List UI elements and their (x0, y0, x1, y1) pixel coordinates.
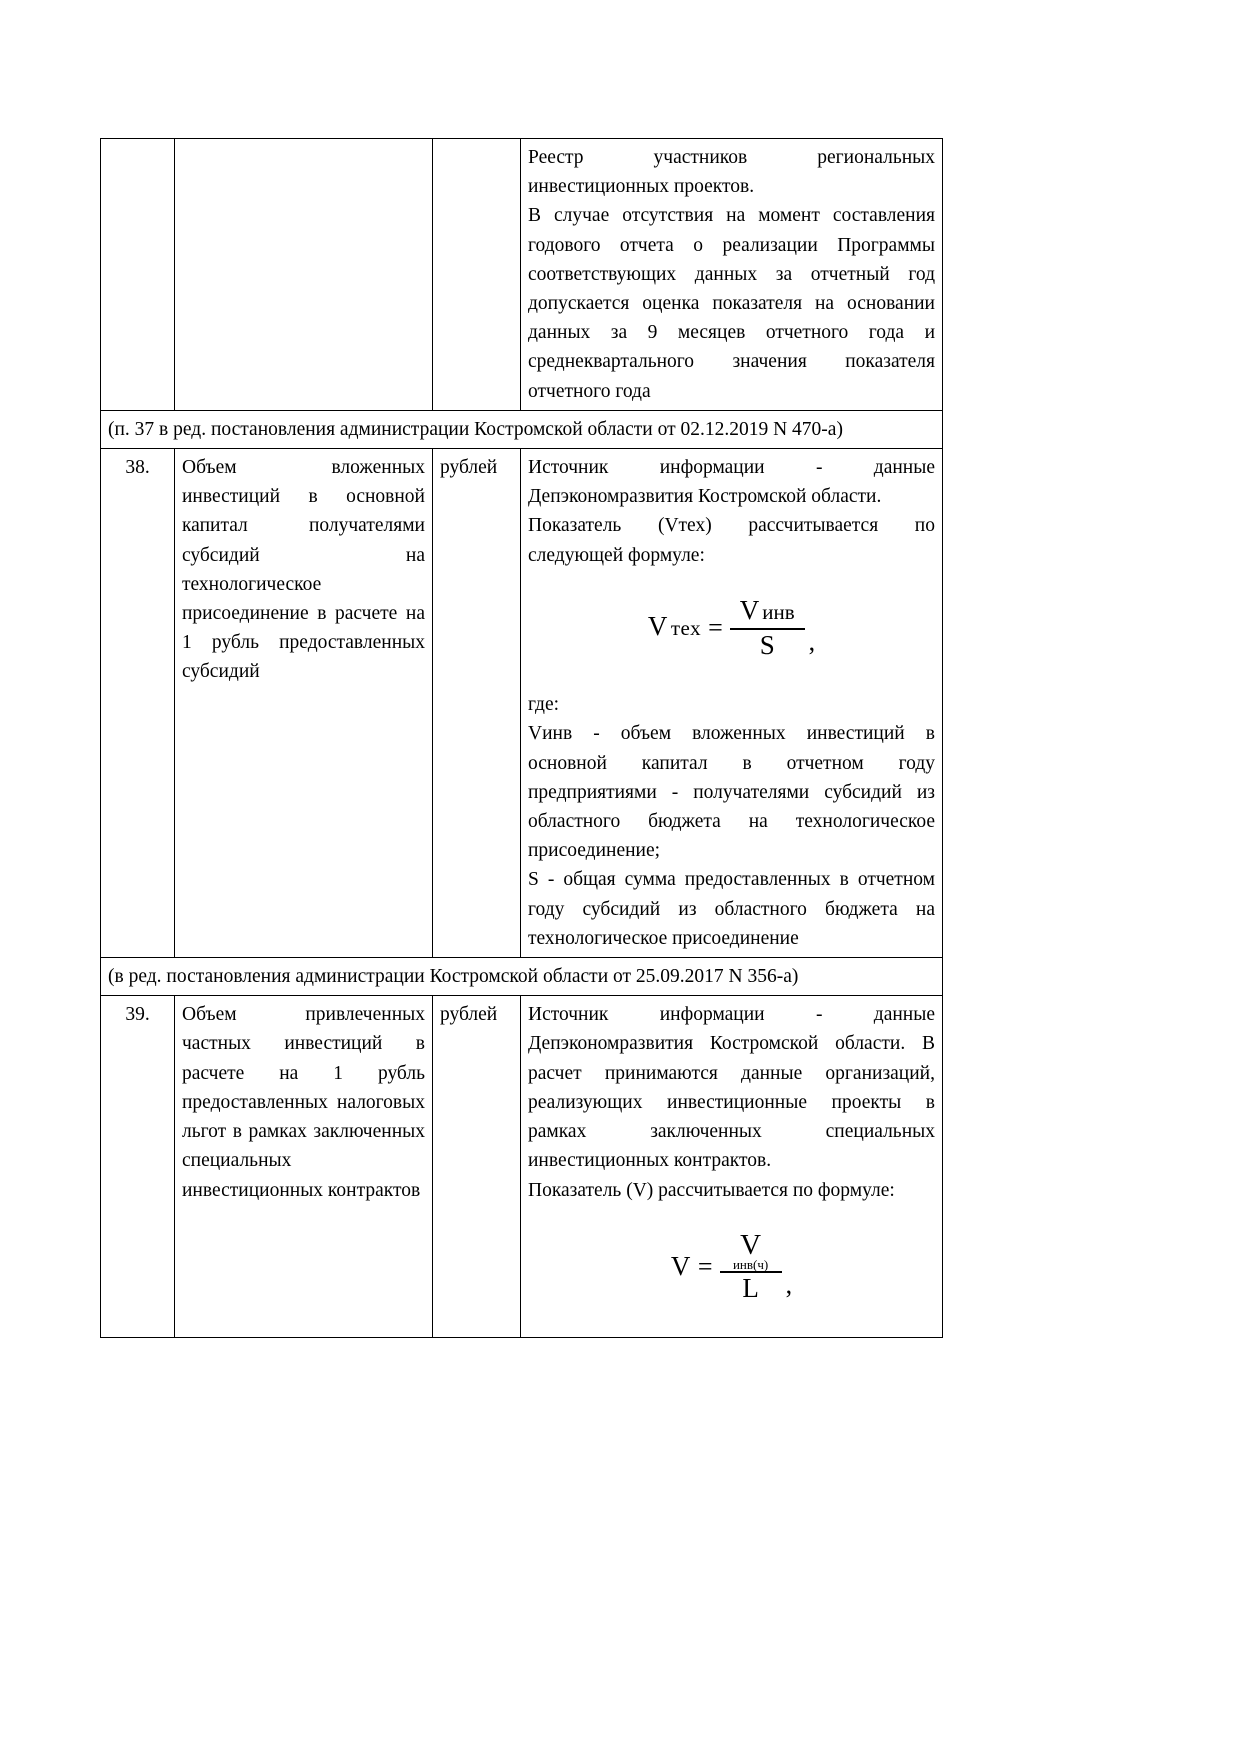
formula-trailing-comma: , (785, 1269, 793, 1299)
table-note-row (101, 410, 943, 448)
formula-numerator-subscript: инв(ч) (732, 1256, 769, 1272)
amendment-note: (п. 37 в ред. постановления администрации Костромской области от 02.12.2019 N 470-а) (101, 410, 943, 448)
table-note-row (101, 958, 943, 996)
description-paragraph: Реестр участников региональных инвестиционных проектов. (528, 147, 935, 198)
formula-denominator: L (742, 1272, 759, 1303)
formula-numerator-symbol: V (740, 1228, 762, 1261)
row-description-cell (521, 449, 943, 958)
formula-fraction (720, 1228, 782, 1303)
formula-expression (648, 596, 815, 660)
row-name-cell: Объем вложенных инвестиций в основной капитал получателями субсидий на технологическое присоединение в расчете на 1 рубль предоставленных субсидий (175, 449, 433, 958)
table-row (101, 996, 943, 1338)
formula-equals-sign: = (697, 1252, 713, 1282)
formula-trailing-comma: , (808, 627, 816, 657)
formula-vtex (528, 596, 935, 660)
description-paragraph: Показатель (V) рассчитывается по формуле: (528, 1179, 895, 1201)
row-unit-cell (433, 139, 521, 411)
description-paragraph: Источник информации - данные Депэкономразвития Костромской области. В расчет принимаются данные организаций, реализующих инвестиционные проекты в рамках заключенных специальных инвестиционных контрактов. (528, 1004, 935, 1172)
formula-expression (670, 1228, 793, 1303)
formula-numerator: V инв (739, 594, 795, 625)
row-number-cell: 38. (101, 449, 175, 958)
formula-denominator: S (759, 630, 775, 661)
row-name-cell: Объем привлеченных частных инвестиций в расчете на 1 рубль предоставленных налоговых льгот в рамках заключенных специальных инвестиционных контрактов (175, 996, 433, 1338)
description-paragraph: В случае отсутствия на момент составления годового отчета о реализации Программы соответствующих данных за отчетный год допускается оценка показателя на основании данных за 9 месяцев отчетного года и среднеквартального значения показателя отчетного года (528, 205, 935, 402)
table-row (101, 449, 943, 958)
formula-numerator (732, 1228, 769, 1272)
row-description-cell (521, 996, 943, 1338)
row-number-cell: 39. (101, 996, 175, 1338)
description-paragraph: S - общая сумма предоставленных в отчетном году субсидий из областного бюджета на технологическое присоединение (528, 869, 935, 949)
formula-v (528, 1228, 935, 1303)
row-unit-cell: рублей (433, 996, 521, 1338)
formula-left-side: V (670, 1251, 691, 1282)
row-name-cell (175, 139, 433, 411)
formula-left-side: V тех (647, 611, 702, 642)
row-unit-cell: рублей (433, 449, 521, 958)
indicator-table (100, 138, 943, 1338)
row-description-cell (521, 139, 943, 411)
table-row (101, 139, 943, 411)
amendment-note: (в ред. постановления администрации Костромской области от 25.09.2017 N 356-а) (101, 958, 943, 996)
description-paragraph: где: (528, 694, 560, 716)
formula-subscript: тех (670, 616, 702, 641)
formula-numerator-subscript: инв (762, 599, 795, 624)
formula-equals-sign: = (708, 613, 723, 643)
description-paragraph: Vинв - объем вложенных инвестиций в основной капитал в отчетном году предприятиями - получателями субсидий из областного бюджета на технологическое присоединение; (528, 723, 935, 862)
description-paragraph: Показатель (Vтех) рассчитывается по следующей формуле: (528, 515, 935, 566)
formula-fraction (730, 596, 805, 660)
description-paragraph: Источник информации - данные Депэкономразвития Костромской области. (528, 457, 935, 508)
row-number-cell (101, 139, 175, 411)
